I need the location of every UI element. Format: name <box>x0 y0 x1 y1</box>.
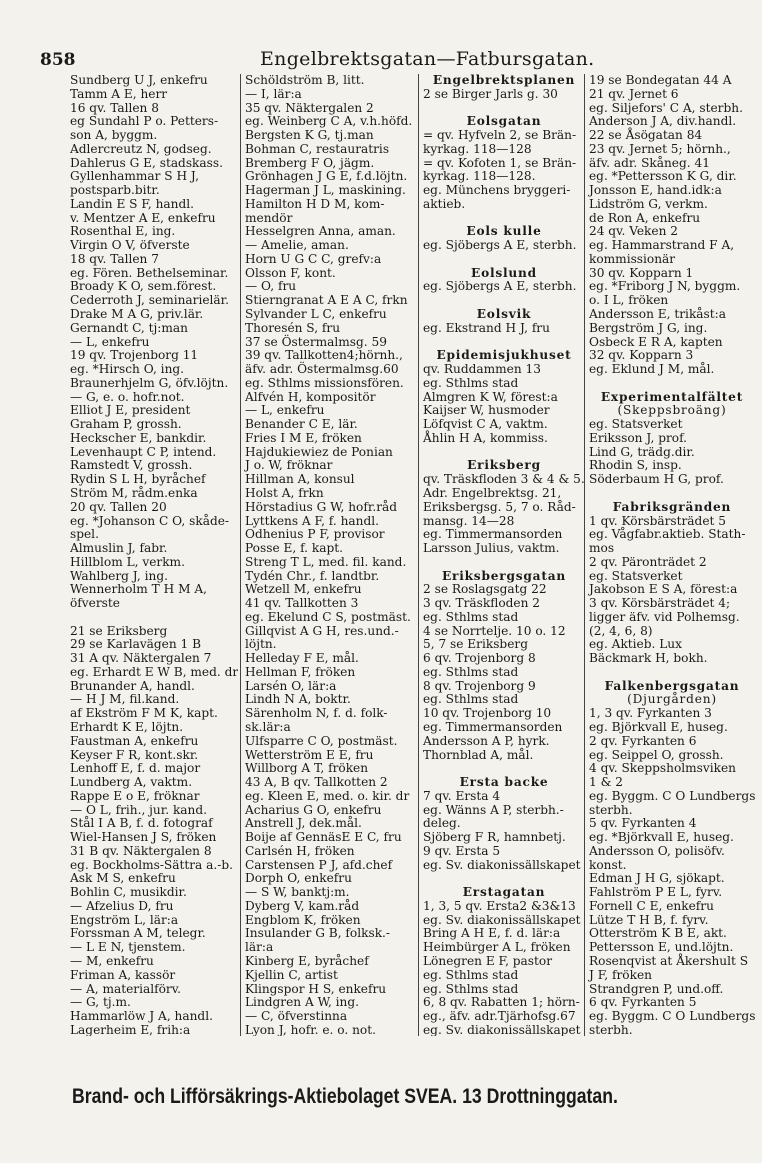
directory-entry: 19 qv. Trojenborg 11 <box>70 348 199 363</box>
directory-entry: (Djurgården) <box>627 692 717 707</box>
directory-entry: Kjellin C, artist <box>245 967 338 982</box>
directory-entry: Hellman F, fröken <box>245 664 356 679</box>
directory-entry: sterbh. <box>589 802 633 817</box>
directory-entry: Drake M A G, priv.lär. <box>70 307 204 322</box>
directory-entry: sterbh. <box>589 1022 633 1036</box>
directory-entry: Bergström J G, ing. <box>589 320 708 335</box>
directory-entry: 30 qv. Kopparn 1 <box>589 265 694 280</box>
directory-entry: (2, 4, 6, 8) <box>589 623 653 638</box>
street-heading: Falkenbergsgatan <box>604 678 740 693</box>
directory-entry: eg. Vågfabr.aktieb. Stath- <box>589 527 746 542</box>
directory-entry: eg. Statsverket <box>589 568 683 583</box>
directory-entry: Lindh N A, boktr. <box>245 692 351 707</box>
directory-entry <box>423 872 585 886</box>
directory-entry: Hillman A, konsul <box>245 472 355 487</box>
directory-entry: — Afzelius D, fru <box>70 898 174 913</box>
directory-entry: mendör <box>245 210 293 225</box>
directory-entry: Graham P, grossh. <box>70 417 182 432</box>
directory-entry: eg. *Pettersson K G, dir. <box>589 169 737 184</box>
directory-entry: Dorph O, enkefru <box>245 871 352 886</box>
directory-entry: eg. Björkvall E, huseg. <box>589 719 728 734</box>
directory-entry <box>423 762 585 776</box>
directory-entry: 22 se Åsögatan 84 <box>589 128 703 143</box>
directory-entry: 18 qv. Tallen 7 <box>70 251 159 266</box>
directory-entry: J F, fröken <box>589 967 652 982</box>
directory-entry: 5 qv. Fyrkanten 4 <box>589 816 697 831</box>
directory-entry: Lenhoff E, f. d. major <box>70 761 201 776</box>
directory-entry <box>423 294 585 308</box>
directory-entry: — O, fru <box>245 279 297 294</box>
directory-entry: — I, lär:a <box>245 86 302 101</box>
directory-entry: af Ekström F M K, kapt. <box>70 706 218 721</box>
directory-entry: mansg. 14—28 <box>423 513 515 528</box>
directory-entry: eg. Sv. diakonissällskapet <box>423 857 581 872</box>
directory-entry: eg. *Björkvall E, huseg. <box>589 830 734 845</box>
directory-entry: Schöldström B, litt. <box>245 74 365 87</box>
directory-entry: Fries I M E, fröken <box>245 430 362 445</box>
directory-entry: kommissionär <box>589 251 676 266</box>
directory-entry: Lidström G, verkm. <box>589 196 708 211</box>
directory-entry: eg. Timmermansorden <box>423 527 563 542</box>
directory-entry: Lütze T H B, f. fyrv. <box>589 912 709 927</box>
directory-column-4 <box>584 74 755 1036</box>
directory-entry: Hesselgren Anna, aman. <box>245 224 396 239</box>
directory-entry: Edman J H G, sjökapt. <box>589 871 725 886</box>
directory-entry: Braunerhjelm G, öfv.löjtn. <box>70 375 229 390</box>
directory-entry: Olsson F, kont. <box>245 265 336 280</box>
directory-entry: eg. Byggm. C O Lundbergs <box>589 788 755 803</box>
directory-entry: eg. Byggm. C O Lundbergs <box>589 1009 755 1024</box>
directory-entry: 1, 3 qv. Fyrkanten 3 <box>589 706 712 721</box>
directory-entry: Dyberg V, kam.råd <box>245 898 360 913</box>
street-heading: Experimentalfältet <box>600 389 744 404</box>
directory-entry: J o. W, fröknar <box>245 458 333 473</box>
street-heading: Epidemisjukhuset <box>436 348 572 363</box>
directory-entry: — L, enkefru <box>70 334 150 349</box>
directory-entry: sk.lär:a <box>245 719 291 734</box>
directory-entry: 31 A qv. Näktergalen 7 <box>70 651 212 666</box>
directory-entry: eg. Sjöbergs A E, sterbh. <box>423 238 577 253</box>
directory-entry: = qv. Hyfveln 2, se Brän- <box>423 128 577 143</box>
directory-entry: Adlercreutz N, godseg. <box>70 141 212 156</box>
directory-entry: 43 A, B qv. Tallkotten 2 <box>245 775 388 790</box>
directory-entry: eg. Ekelund C S, postmäst. <box>245 609 411 624</box>
directory-entry: 1 qv. Körsbärsträdet 5 <box>589 513 726 528</box>
directory-entry: son A, byggm. <box>70 128 158 143</box>
directory-entry: Landin E S F, handl. <box>70 196 194 211</box>
directory-entry: Boije af GennäsE E C, fru <box>245 830 402 845</box>
directory-entry: Rhodin S, insp. <box>589 458 682 473</box>
directory-column-1 <box>70 74 238 1036</box>
directory-entry: Friman A, kassör <box>70 967 176 982</box>
directory-entry: eg. Timmermansorden <box>423 719 563 734</box>
directory-entry: Grönhagen J G E, f.d.löjtn. <box>245 169 408 184</box>
directory-entry: 41 qv. Tallkotten 3 <box>245 596 359 611</box>
directory-entry: Stierngranat A E A C, frkn <box>245 293 408 308</box>
street-heading: Ersta backe <box>459 775 549 790</box>
directory-entry <box>423 253 585 267</box>
directory-entry: eg Sundahl P o. Petters- <box>70 114 219 129</box>
directory-entry: Dahlerus G E, stadskass. <box>70 155 223 170</box>
directory-entry: — H J M, fil.kand. <box>70 692 180 707</box>
directory-entry: eg. *Friborg J N, byggm. <box>589 279 741 294</box>
directory-entry: — C, öfverstinna <box>245 1009 348 1024</box>
directory-entry: 31 B qv. Näktergalen 8 <box>70 843 212 858</box>
directory-entry: 2 se Roslagsgatg 22 <box>423 582 547 597</box>
directory-entry: kyrkag. 118—128 <box>423 141 532 156</box>
directory-entry: Bäckmark H, bokh. <box>589 651 708 666</box>
directory-entry: spel. <box>70 527 99 542</box>
directory-entry: Elliot J E, president <box>70 403 191 418</box>
directory-entry: löjtn. <box>245 637 277 652</box>
directory-entry: 32 qv. Kopparn 3 <box>589 348 694 363</box>
directory-entry: Jonsson E, hand.idk:a <box>589 183 722 198</box>
directory-entry: — A, materialförv. <box>70 981 181 996</box>
directory-entry: Strandgren P, und.off. <box>589 981 724 996</box>
directory-entry: 6 qv. Trojenborg 8 <box>423 651 536 666</box>
directory-entry: postsparb.bitr. <box>70 183 160 198</box>
directory-entry: Acharius G O, enkefru <box>245 802 382 817</box>
directory-entry: Hammarlöw J A, handl. <box>70 1009 213 1024</box>
directory-entry: mos <box>589 541 615 556</box>
directory-entry: — G, e. o. hofr.not. <box>70 389 185 404</box>
directory-entry: Broady K O, sem.förest. <box>70 279 217 294</box>
directory-entry: Eriksson J, prof. <box>589 430 688 445</box>
directory-entry: 37 se Östermalmsg. 59 <box>245 334 387 349</box>
directory-entry: Heckscher E, bankdir. <box>70 430 207 445</box>
directory-entry: Horn U G C C, grefv:a <box>245 251 382 266</box>
directory-entry: eg. Wänns A P, sterbh.- <box>423 802 564 817</box>
directory-entry: Insulander G B, folksk.- <box>245 926 391 941</box>
directory-entry: Kinberg E, byråchef <box>245 954 369 968</box>
directory-entry: Wetzell M, enkefru <box>245 582 362 597</box>
street-heading: Eolsgatan <box>466 114 542 129</box>
running-head: Engelbrektsgatan—Fatbursgatan. <box>260 48 595 70</box>
directory-entry: 1 & 2 <box>589 775 623 790</box>
directory-entry: Tydén Chr., f. landtbr. <box>245 568 380 583</box>
directory-entry: kyrkag. 118—128. <box>423 169 536 184</box>
directory-entry: Wahlberg J, ing. <box>70 568 168 583</box>
directory-entry: Wetterström E E, fru <box>245 747 374 762</box>
directory-entry: Pettersson E, und.löjtn. <box>589 940 734 955</box>
directory-entry: Kaijser W, husmoder <box>423 403 550 418</box>
directory-entry: Thornblad A, mål. <box>423 747 534 762</box>
directory-entry: eg. Weinberg C A, v.h.höfd. <box>245 114 413 129</box>
directory-entry: Thoresén S, fru <box>245 320 341 335</box>
directory-entry: eg. Siljefors' C A, sterbh. <box>589 100 743 115</box>
directory-entry: eg. Münchens bryggeri- <box>423 183 571 198</box>
directory-entry: 1, 3, 5 qv. Ersta2 &3&13 <box>423 898 576 913</box>
street-heading: Fabriksgränden <box>612 499 732 514</box>
directory-entry: 39 qv. Tallkotten4;hörnh., <box>245 348 403 363</box>
directory-entry: eg. Sthlms stad <box>423 609 519 624</box>
directory-entry: 29 se Karlavägen 1 B <box>70 637 202 652</box>
directory-entry: 7 qv. Ersta 4 <box>423 788 501 803</box>
directory-entry: Hillblom L, verkm. <box>70 554 185 569</box>
directory-entry <box>70 611 238 625</box>
directory-entry: qv. Träskfloden 3 & 4 & 5. <box>423 472 585 487</box>
directory-entry: 19 se Bondegatan 44 A <box>589 74 732 87</box>
directory-entry: 4 qv. Skeppsholmsviken <box>589 761 736 776</box>
directory-entry: Helleday F E, mål. <box>245 651 359 666</box>
directory-entry: Fahlström P E L, fyrv. <box>589 885 723 900</box>
directory-entry: eg. Fören. Bethelseminar. <box>70 265 229 280</box>
directory-entry: Hörstadius G W, hofr.råd <box>245 499 398 514</box>
directory-entry: Keyser F R, kont.skr. <box>70 747 199 762</box>
directory-entry: Bremberg F O, jägm. <box>245 155 375 170</box>
directory-entry <box>589 666 755 680</box>
directory-entry: Söderbaum H G, prof. <box>589 472 724 487</box>
directory-entry: — S W, banktj:m. <box>245 885 350 900</box>
directory-entry: Rosenqvist at Åkershult S <box>589 954 749 968</box>
directory-entry: Streng T L, med. fil. kand. <box>245 554 407 569</box>
directory-entry: Bohlin C, musikdir. <box>70 885 187 900</box>
directory-entry: eg. Kleen E, med. o. kir. dr <box>245 788 410 803</box>
street-heading: Erstagatan <box>462 885 546 900</box>
directory-entry: (Skeppsbroäng) <box>617 403 727 418</box>
directory-entry: Rosenthal E, ing. <box>70 224 176 239</box>
street-heading: Eriksbergsgatan <box>441 568 567 583</box>
directory-entry: Sundberg U J, enkefru <box>70 74 208 87</box>
directory-entry: 2 qv. Fyrkanten 6 <box>589 733 697 748</box>
directory-entry: Anderson J A, div.handl. <box>589 114 737 129</box>
directory-entry: eg. Seippel O, grossh. <box>589 747 724 762</box>
directory-entry: eg. Eklund J M, mål. <box>589 362 715 377</box>
directory-entry: 8 qv. Trojenborg 9 <box>423 678 536 693</box>
street-heading: Eriksberg <box>467 458 541 473</box>
directory-entry: eg. *Johanson C O, skåde- <box>70 513 230 528</box>
directory-entry: eg. *Hirsch O, ing. <box>70 362 185 377</box>
directory-entry: Willborg A T, fröken <box>245 761 369 776</box>
directory-entry: eg. Statsverket <box>589 417 683 432</box>
directory-entry: Ask M S, enkefru <box>70 871 176 886</box>
directory-entry: Engström L, lär:a <box>70 912 179 927</box>
directory-entry: Bohman C, restauratris <box>245 141 390 156</box>
directory-entry: Virgin O V, öfverste <box>70 238 190 253</box>
directory-entry: de Ron A, enkefru <box>589 210 701 225</box>
directory-entry: Gillqvist A G H, res.und.- <box>245 623 399 638</box>
directory-entry: Erhardt K E, löjtn. <box>70 719 184 734</box>
directory-entry <box>423 336 585 350</box>
directory-entry: 21 qv. Jernet 6 <box>589 86 679 101</box>
directory-entry: Cederroth J, seminarielär. <box>70 293 229 308</box>
directory-entry: Carstensen P J, afd.chef <box>245 857 393 872</box>
directory-entry: v. Mentzer A E, enkefru <box>70 210 216 225</box>
directory-entry: eg. Sthlms stad <box>423 692 519 707</box>
directory-entry: Almuslin J, fabr. <box>70 541 168 556</box>
directory-entry: 10 qv. Trojenborg 10 <box>423 706 552 721</box>
directory-entry <box>423 212 585 226</box>
directory-entry: Andersson E, trikåst:a <box>589 307 726 322</box>
directory-entry: Levenhaupt C P, intend. <box>70 444 217 459</box>
directory-entry: Fornell C E, enkefru <box>589 898 714 913</box>
directory-entry: Ramstedt V, grossh. <box>70 458 193 473</box>
directory-entry: Andersson A P, hyrk. <box>423 733 550 748</box>
directory-entry: Odhenius P F, provisor <box>245 527 385 542</box>
directory-entry: 35 qv. Näktergalen 2 <box>245 100 374 115</box>
directory-entry: 16 qv. Tallen 8 <box>70 100 159 115</box>
directory-entry: eg. Hammarstrand F A, <box>589 238 735 253</box>
directory-entry: eg. Sthlms stad <box>423 981 519 996</box>
directory-entry: 6 qv. Fyrkanten 5 <box>589 995 697 1010</box>
directory-entry: Lyttkens A F, f. handl. <box>245 513 379 528</box>
directory-entry: Alfvén H, kompositör <box>245 389 376 404</box>
directory-entry: Särenholm N, f. d. folk- <box>245 706 388 721</box>
directory-entry: — M, enkefru <box>70 954 154 968</box>
directory-entry: eg. Sthlms stad <box>423 967 519 982</box>
directory-entry <box>423 556 585 570</box>
directory-entry <box>589 487 755 501</box>
street-heading: Engelbrektsplanen <box>432 74 576 87</box>
directory-entry: 24 qv. Veken 2 <box>589 224 678 239</box>
directory-entry: Rydin S L H, byråchef <box>70 472 206 487</box>
directory-entry: Lindgren A W, ing. <box>245 995 360 1010</box>
directory-entry: Carlsén H, fröken <box>245 843 355 858</box>
directory-entry: eg. Ekstrand H J, fru <box>423 320 550 335</box>
directory-entry: 21 se Eriksberg <box>70 623 168 638</box>
directory-entry: Engblom K, fröken <box>245 912 361 927</box>
directory-column-3 <box>418 74 585 1036</box>
directory-entry: eg. Aktieb. Lux <box>589 637 682 652</box>
directory-entry: — L E N, tjenstem. <box>70 940 186 955</box>
directory-entry: Osbeck E R A, kapten <box>589 334 723 349</box>
directory-entry: 20 qv. Tallen 20 <box>70 499 167 514</box>
directory-entry: eg. Erhardt E W B, med. dr <box>70 664 238 679</box>
directory-entry: öfverste <box>70 596 120 611</box>
directory-entry: o. I L, fröken <box>589 293 669 308</box>
directory-entry <box>423 102 585 116</box>
directory-entry: Otterström K B E, akt. <box>589 926 727 941</box>
directory-entry: Ulfsparre C O, postmäst. <box>245 733 398 748</box>
directory-entry: Rappe E o E, fröknar <box>70 788 200 803</box>
directory-entry: eg. Sthlms missionsfören. <box>245 375 404 390</box>
directory-entry: Bergsten K G, tj.man <box>245 128 374 143</box>
directory-entry: Hajdukiewiez de Ponian <box>245 444 393 459</box>
directory-entry: 3 qv. Träskfloden 2 <box>423 596 540 611</box>
directory-entry: deleg. <box>423 816 461 831</box>
directory-entry: Wiel-Hansen J S, fröken <box>70 830 217 845</box>
directory-entry: Brunander A, handl. <box>70 678 195 693</box>
directory-entry <box>423 446 585 460</box>
directory-entry: eg. Bockholms-Sättra a.-b. <box>70 857 233 872</box>
directory-entry: 5, 7 se Eriksberg <box>423 637 528 652</box>
directory-entry: — L, enkefru <box>245 403 325 418</box>
directory-entry: Gernandt C, tj:man <box>70 320 188 335</box>
directory-entry: Anstrell J, dek.mål. <box>245 816 362 831</box>
advertisement-footer: Brand- och Lifförsäkrings-Aktiebolaget SVEA. 13 Drottninggatan. <box>72 1085 618 1108</box>
directory-entry: Jakobson E S A, förest:a <box>589 582 738 597</box>
directory-entry: Heimbürger A L, fröken <box>423 940 571 955</box>
directory-entry: eg. Sthlms stad <box>423 375 519 390</box>
directory-entry: — O L, frih., jur. kand. <box>70 802 207 817</box>
directory-entry: Lundberg A, vaktm. <box>70 775 193 790</box>
directory-entry: Gyllenhammar S H J, <box>70 169 199 184</box>
directory-entry: Almgren K W, förest:a <box>423 389 558 404</box>
directory-entry: Sjöberg F R, hamnbetj. <box>423 830 566 845</box>
directory-entry: 23 qv. Jernet 5; hörnh., <box>589 141 731 156</box>
directory-entry: Benander C E, lär. <box>245 417 358 432</box>
directory-entry: Klingspor H S, enkefru <box>245 981 387 996</box>
directory-entry: qv. Ruddammen 13 <box>423 362 541 377</box>
directory-entry <box>589 377 755 391</box>
directory-column-2 <box>240 74 417 1036</box>
directory-entry: Sylvander L C, enkefru <box>245 307 387 322</box>
directory-entry: Hagerman J L, maskining. <box>245 183 406 198</box>
street-heading: Eols kulle <box>466 224 542 239</box>
directory-entry: Eriksbergsg. 5, 7 o. Råd- <box>423 499 576 514</box>
directory-entry: eg. Sthlms stad <box>423 664 519 679</box>
directory-entry: Andersson O, polisöfv. <box>589 843 725 858</box>
directory-entry: eg. Sv. diakonissällskapet <box>423 912 581 927</box>
directory-columns <box>70 74 755 1036</box>
street-heading: Eolslund <box>471 265 537 280</box>
directory-entry: Bring A H E, f. d. lär:a <box>423 926 561 941</box>
directory-entry: Larsén O, lär:a <box>245 678 337 693</box>
directory-entry: Lönegren E F, pastor <box>423 954 553 968</box>
directory-entry: Åhlin H A, kommiss. <box>423 430 548 445</box>
directory-entry: eg. Sv. diakonissällskapet <box>423 1022 581 1036</box>
directory-entry: Holst A, frkn <box>245 485 324 500</box>
directory-entry: konst. <box>589 857 627 872</box>
directory-entry: Adr. Engelbrektsg. 21, <box>423 485 562 500</box>
directory-entry: äfv. adr. Östermalmsg.60 <box>245 362 399 377</box>
directory-entry: 3 qv. Körsbärsträdet 4; <box>589 596 731 611</box>
directory-entry: Lyon J, hofr. e. o. not. <box>245 1022 376 1036</box>
directory-entry: Posse E, f. kapt. <box>245 541 343 556</box>
directory-entry: äfv. adr. Skåneg. 41 <box>589 155 710 170</box>
directory-entry: Ström M, rådm.enka <box>70 485 198 500</box>
directory-entry: eg. Sjöbergs A E, sterbh. <box>423 279 577 294</box>
directory-entry: Lind G, trädg.dir. <box>589 444 695 459</box>
directory-entry: Stål I A B, f. d. fotograf <box>70 816 213 831</box>
page-number: 858 <box>40 50 76 70</box>
directory-entry: — G, tj.m. <box>70 995 131 1010</box>
directory-entry: Larsson Julius, vaktm. <box>423 541 560 556</box>
directory-entry: Löfqvist C A, vaktm. <box>423 417 548 432</box>
directory-entry: eg., äfv. adr.Tjärhofsg.67 <box>423 1009 576 1024</box>
directory-entry: 6, 8 qv. Rabatten 1; hörn- <box>423 995 580 1010</box>
directory-entry: — Amelie, aman. <box>245 238 349 253</box>
directory-entry: aktieb. <box>423 196 466 211</box>
street-heading: Eolsvik <box>476 307 532 322</box>
directory-entry: 4 se Norrtelje. 10 o. 12 <box>423 623 566 638</box>
directory-entry: 2 qv. Päronträdet 2 <box>589 554 707 569</box>
directory-entry: 9 qv. Ersta 5 <box>423 843 501 858</box>
directory-entry: Wennerholm T H M A, <box>70 582 208 597</box>
directory-entry: lär:a <box>245 940 274 955</box>
directory-entry: Forssman A M, telegr. <box>70 926 206 941</box>
directory-entry: ligger äfv. vid Polhemsg. <box>589 609 740 624</box>
directory-entry: Faustman A, enkefru <box>70 733 199 748</box>
directory-entry: Lagerheim E, frih:a <box>70 1022 191 1036</box>
directory-entry: 2 se Birger Jarls g. 30 <box>423 86 558 101</box>
directory-entry: Hamilton H D M, kom- <box>245 196 385 211</box>
directory-entry: = qv. Kofoten 1, se Brän- <box>423 155 577 170</box>
directory-entry: Tamm A E, herr <box>70 86 168 101</box>
